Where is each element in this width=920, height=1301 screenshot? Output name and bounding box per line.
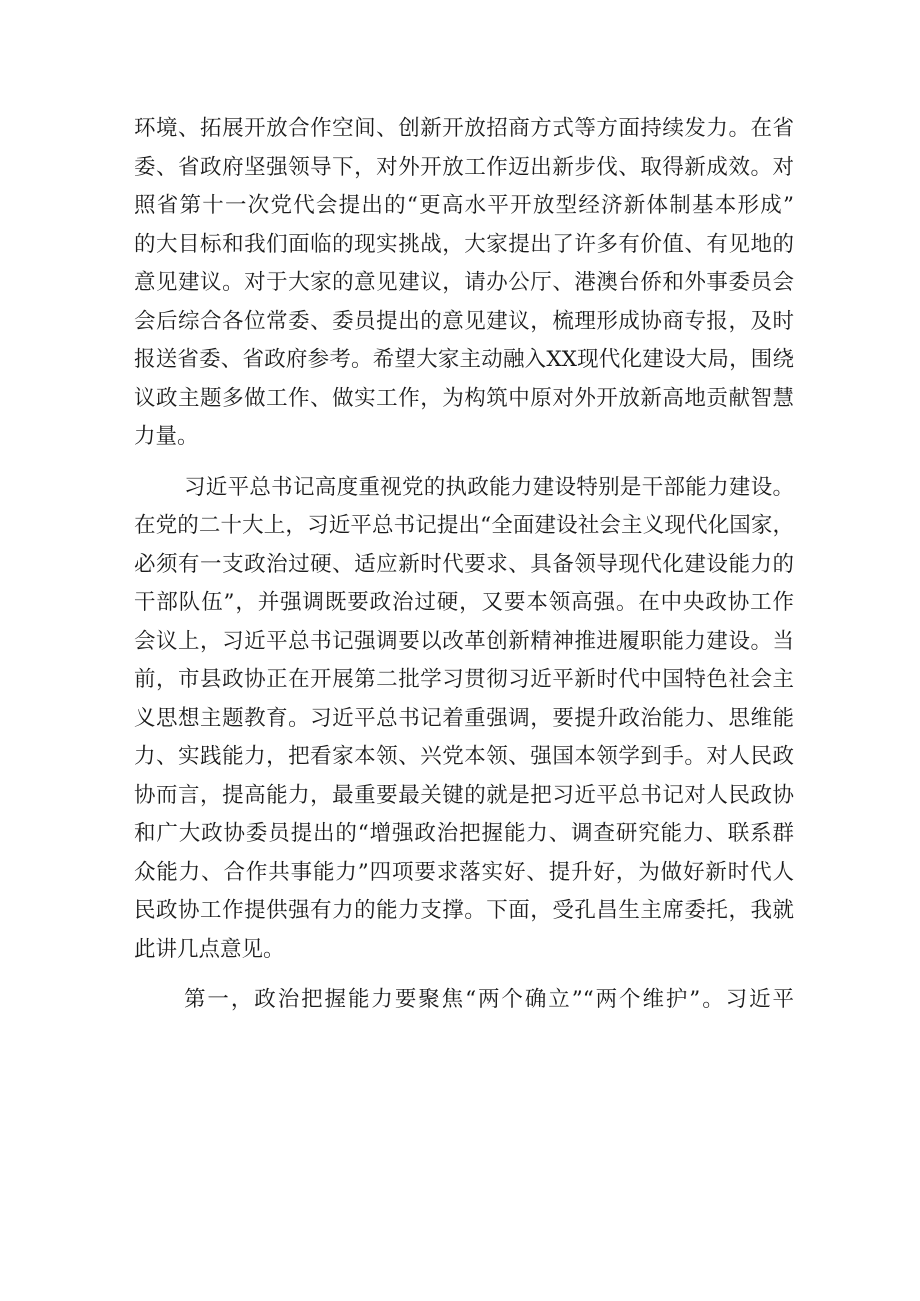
paragraph-line: 习近平总书记高度重视党的执政能力建设特别是干部能力建设。 — [184, 474, 794, 500]
paragraph-line: 会后综合各位常委、委员提出的意见建议，梳理形成协商专报，及时 — [134, 308, 794, 334]
paragraph-3 — [134, 981, 794, 1020]
paragraph-line: 环境、拓展开放合作空间、创新开放招商方式等方面持续发力。在省 — [134, 116, 794, 141]
paragraph-line: 义思想主题教育。习近平总书记着重强调，要提升政治能力、思维能 — [134, 705, 794, 731]
paragraph-line: 议政主题多做工作、做实工作，为构筑中原对外开放新高地贡献智慧 — [134, 385, 794, 411]
paragraph-line: 的大目标和我们面临的现实挑战，大家提出了许多有价值、有见地的 — [134, 231, 794, 257]
paragraph-line: 会议上，习近平总书记强调要以改革创新精神推进履职能力建设。当 — [134, 628, 794, 654]
paragraph-line: 此讲几点意见。 — [134, 936, 285, 962]
paragraph-2 — [134, 469, 794, 970]
paragraph-line: 必须有一支政治过硬、适应新时代要求、具备领导现代化建设能力的 — [134, 551, 794, 577]
paragraph-1 — [134, 110, 794, 457]
paragraph-line: 民政协工作提供强有力的能力支撑。下面，受孔昌生主席委托，我就 — [134, 898, 794, 923]
paragraph-line: 报送省委、省政府参考。希望大家主动融入XX现代化建设大局，围绕 — [134, 347, 794, 372]
paragraph-line: 第一，政治把握能力要聚焦“两个确立”“两个维护”。习近平 — [184, 987, 794, 1012]
paragraph-line: 在党的二十大上，习近平总书记提出“全面建设社会主义现代化国家， — [134, 513, 794, 538]
paragraph-line: 照省第十一次党代会提出的“更高水平开放型经济新体制基本形成” — [134, 193, 794, 218]
paragraph-line: 力、实践能力，把看家本领、兴党本领、强国本领学到手。对人民政 — [134, 744, 794, 769]
paragraph-line: 委、省政府坚强领导下，对外开放工作迈出新步伐、取得新成效。对 — [134, 154, 794, 180]
paragraph-line: 协而言，提高能力，最重要最关键的就是把习近平总书记对人民政协 — [134, 782, 794, 808]
paragraph-line: 众能力、合作共事能力”四项要求落实好、提升好，为做好新时代人 — [134, 859, 794, 885]
paragraph-line: 前，市县政协正在开展第二批学习贯彻习近平新时代中国特色社会主 — [134, 667, 794, 692]
paragraph-line: 意见建议。对于大家的意见建议，请办公厅、港澳台侨和外事委员会 — [134, 270, 794, 295]
paragraph-line: 干部队伍”，并强调既要政治过硬，又要本领高强。在中央政协工作 — [134, 590, 794, 615]
paragraph-line: 力量。 — [134, 424, 199, 449]
paragraph-line: 和广大政协委员提出的“增强政治把握能力、调查研究能力、联系群 — [134, 821, 794, 846]
document-body — [134, 110, 794, 1020]
